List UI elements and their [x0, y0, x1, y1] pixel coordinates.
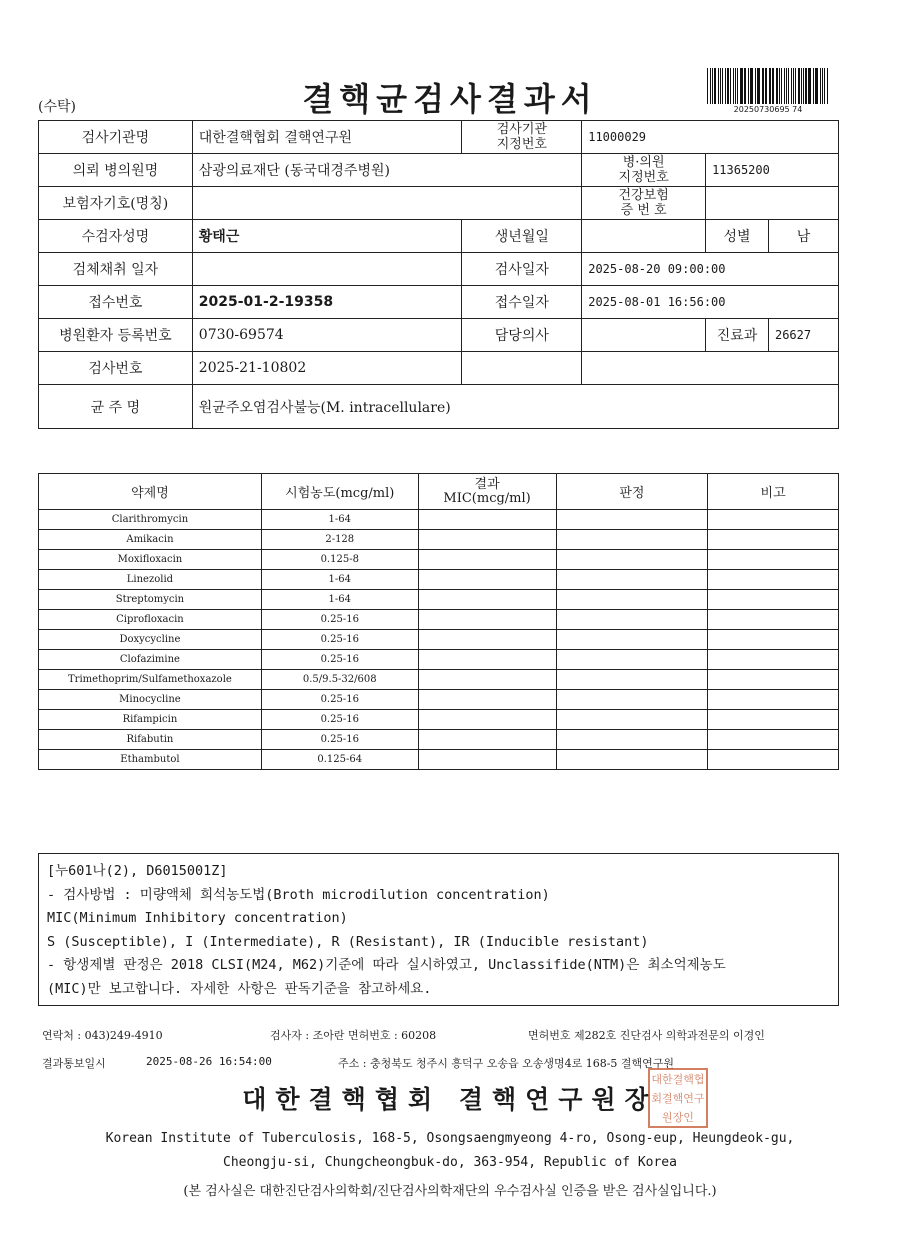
barcode-bar	[815, 68, 816, 104]
judgment	[556, 610, 708, 630]
note	[708, 570, 839, 590]
document-title: 결핵균검사결과서	[302, 80, 598, 118]
mic-result	[418, 730, 556, 750]
mic-result	[418, 570, 556, 590]
barcode-bar	[737, 68, 738, 104]
health-ins-label	[582, 187, 706, 220]
insurer-label: 보험자기호(명칭)	[39, 187, 193, 220]
barcode-bar	[751, 68, 752, 104]
empty-cell	[462, 352, 582, 385]
drug-table-header	[39, 474, 839, 510]
mic-result	[418, 690, 556, 710]
judgment	[556, 630, 708, 650]
english-address-line2: Cheongju-si, Chungcheongbuk-do, 363-954, Republic of Korea	[223, 1155, 677, 1170]
report-label: 결과통보일시	[42, 1057, 106, 1070]
dept-label: 진료과	[706, 319, 769, 352]
patient-label: 수검자성명	[39, 220, 193, 253]
inst-code-label-line1: 검사기관	[496, 122, 547, 137]
address: 주소 : 충청북도 청주시 흥덕구 오송읍 오송생명4로 168-5 결핵연구원	[338, 1057, 675, 1070]
sex-value: 남	[768, 220, 838, 253]
drug-table	[38, 473, 839, 770]
doctor-value	[582, 319, 706, 352]
mic-result	[418, 590, 556, 610]
note	[708, 710, 839, 730]
drug-name: Trimethoprim/Sulfamethoxazole	[39, 670, 262, 690]
barcode-bar	[772, 68, 773, 104]
sex-label: 성별	[706, 220, 769, 253]
info-row	[39, 286, 839, 319]
barcode-bar	[808, 68, 809, 104]
contact: 연락처 : 043)249-4910	[42, 1029, 163, 1042]
health-ins-label-line2: 증 번 호	[620, 203, 667, 218]
test-concentration: 0.25-16	[261, 730, 418, 750]
judgment	[556, 650, 708, 670]
institution-label: 검사기관명	[39, 121, 193, 154]
inst-code-label	[462, 121, 582, 154]
mic-result	[418, 630, 556, 650]
drug-row	[39, 510, 839, 530]
drug-row	[39, 750, 839, 770]
barcode-bar	[741, 68, 742, 104]
drug-name: Rifabutin	[39, 730, 262, 750]
result-header	[418, 474, 556, 510]
barcode-bar	[820, 68, 821, 104]
barcode-bar	[766, 68, 767, 104]
reg-no-label: 병원환자 등록번호	[39, 319, 193, 352]
test-concentration: 1-64	[261, 590, 418, 610]
drug-row	[39, 550, 839, 570]
mic-result	[418, 750, 556, 770]
barcode-bar	[730, 68, 731, 104]
hosp-code-label	[582, 154, 706, 187]
receipt-no-value: 2025-01-2-19358	[192, 286, 462, 319]
barcode-bar	[773, 68, 774, 104]
barcode-bar	[733, 68, 734, 104]
barcode-number: 20250730695 74	[733, 105, 803, 114]
examiner: 검사자 : 조아란 면허번호 : 60208	[270, 1029, 437, 1042]
drug-row	[39, 590, 839, 610]
info-row	[39, 121, 839, 154]
patient-value: 황태근	[192, 220, 462, 253]
barcode-bar	[805, 68, 806, 104]
drug-header: 약제명	[39, 474, 262, 510]
result-header-line2: MIC(mcg/ml)	[443, 490, 531, 506]
barcode-bar	[714, 68, 716, 104]
drug-row	[39, 630, 839, 650]
empty-cell	[582, 352, 839, 385]
health-ins-label-line1: 건강보험	[618, 188, 669, 203]
drug-name: Amikacin	[39, 530, 262, 550]
judgment-header: 판정	[556, 474, 708, 510]
info-row	[39, 319, 839, 352]
note	[708, 590, 839, 610]
judgment	[556, 550, 708, 570]
species-value: 원균주오염검사불능(M. intracellulare)	[192, 385, 838, 429]
barcode-bar	[748, 68, 749, 104]
note	[708, 690, 839, 710]
test-concentration: 0.25-16	[261, 630, 418, 650]
barcode-bar	[765, 68, 766, 104]
judgment	[556, 590, 708, 610]
note	[708, 510, 839, 530]
inst-code-value: 11000029	[582, 121, 839, 154]
judgment	[556, 750, 708, 770]
drug-name: Streptomycin	[39, 590, 262, 610]
test-no-value: 2025-21-10802	[192, 352, 462, 385]
note-line: [누601나(2), D6015001Z]	[47, 863, 228, 879]
drug-name: Ciprofloxacin	[39, 610, 262, 630]
barcode-bar	[816, 68, 818, 104]
note	[708, 750, 839, 770]
test-concentration: 1-64	[261, 510, 418, 530]
hosp-code-value: 11365200	[706, 154, 839, 187]
barcode-bar	[776, 68, 778, 104]
inst-code-label-line2: 지정번호	[496, 137, 547, 152]
note	[708, 630, 839, 650]
mic-result	[418, 710, 556, 730]
barcode-bar	[712, 68, 713, 104]
organization-name: 대한결핵협회 결핵연구원장	[242, 1085, 658, 1114]
barcode-bar	[757, 68, 758, 104]
barcode-bar	[824, 68, 825, 104]
note	[708, 730, 839, 750]
mic-result	[418, 550, 556, 570]
note-line: MIC(Minimum Inhibitory concentration)	[47, 910, 348, 926]
barcode-bar	[791, 68, 792, 104]
note	[708, 670, 839, 690]
barcode-bar	[762, 68, 763, 104]
barcode-bar	[740, 68, 741, 104]
drug-row	[39, 730, 839, 750]
info-row	[39, 352, 839, 385]
barcode-bar	[813, 68, 814, 104]
birth-label: 생년월일	[462, 220, 582, 253]
mic-result	[418, 610, 556, 630]
test-no-label: 검사번호	[39, 352, 193, 385]
barcode-bar	[720, 68, 721, 104]
hospital-value: 삼광의료재단 (동국대경주병원)	[192, 154, 581, 187]
test-concentration: 0.25-16	[261, 610, 418, 630]
test-concentration: 1-64	[261, 570, 418, 590]
judgment	[556, 690, 708, 710]
note-line: - 항생제별 판정은 2018 CLSI(M24, M62)기준에 따라 실시하였고, Unclassifide(NTM)은 최소억제농도	[47, 957, 726, 973]
official-seal: 대한결핵협회결핵연구원장인	[648, 1068, 708, 1128]
test-concentration: 0.125-8	[261, 550, 418, 570]
collect-label: 검체채취 일자	[39, 253, 193, 286]
doctor-label: 담당의사	[462, 319, 582, 352]
barcode	[707, 68, 829, 104]
barcode-bar	[822, 68, 823, 104]
drug-row	[39, 710, 839, 730]
drug-row	[39, 610, 839, 630]
judgment	[556, 670, 708, 690]
certification-note: (본 검사실은 대한진단검사의학회/진단검사의학재단의 우수검사실 인증을 받은 검사실입니다.)	[183, 1184, 717, 1199]
note	[708, 550, 839, 570]
barcode-bar	[795, 68, 796, 104]
barcode-bar	[798, 68, 800, 104]
note	[708, 530, 839, 550]
barcode-bar	[727, 68, 729, 104]
barcode-bar	[784, 68, 785, 104]
barcode-bar	[725, 68, 726, 104]
note	[708, 610, 839, 630]
mic-result	[418, 650, 556, 670]
judgment	[556, 570, 708, 590]
note-line: (MIC)만 보고합니다. 자세한 사항은 판독기준을 참고하세요.	[47, 980, 432, 997]
drug-row	[39, 670, 839, 690]
barcode-bar	[801, 68, 802, 104]
barcode-bar	[793, 68, 794, 104]
test-date-label: 검사일자	[462, 253, 582, 286]
drug-row	[39, 690, 839, 710]
drug-name: Doxycycline	[39, 630, 262, 650]
test-concentration: 0.5/9.5-32/608	[261, 670, 418, 690]
barcode-bar	[707, 68, 708, 104]
test-concentration: 2-128	[261, 530, 418, 550]
info-table	[38, 120, 839, 429]
drug-name: Rifampicin	[39, 710, 262, 730]
info-row	[39, 385, 839, 429]
birth-value	[582, 220, 706, 253]
barcode-bar	[809, 68, 810, 104]
health-ins-value	[706, 187, 839, 220]
hosp-code-label-line2: 지정번호	[618, 170, 669, 185]
hosp-code-label-line1: 병·의원	[622, 155, 665, 170]
barcode-bar	[758, 68, 760, 104]
report-value: 2025-08-26 16:54:00	[146, 1055, 272, 1068]
barcode-bar	[786, 68, 787, 104]
info-row	[39, 220, 839, 253]
english-address-line1: Korean Institute of Tuberculosis, 168-5, Osongsaengmyeong 4-ro, Osong-eup, Heungdeok-gu,	[105, 1131, 795, 1146]
barcode-bar	[722, 68, 723, 104]
drug-name: Minocycline	[39, 690, 262, 710]
mic-result	[418, 510, 556, 530]
barcode-bar	[755, 68, 756, 104]
insurer-value	[192, 187, 581, 220]
barcode-bar	[781, 68, 782, 104]
drug-name: Clofazimine	[39, 650, 262, 670]
note-line: S (Susceptible), I (Intermediate), R (Resistant), IR (Inducible resistant)	[47, 933, 649, 950]
header-tag: (수탁)	[38, 99, 76, 115]
test-concentration: 0.125-64	[261, 750, 418, 770]
mic-result	[418, 670, 556, 690]
test-concentration: 0.25-16	[261, 710, 418, 730]
receipt-date-value: 2025-08-01 16:56:00	[582, 286, 839, 319]
barcode-bar	[827, 68, 828, 104]
drug-name: Moxifloxacin	[39, 550, 262, 570]
info-row	[39, 253, 839, 286]
barcode-bar	[769, 68, 770, 104]
license: 면허번호 제282호 진단검사 의학과전문의 이경인	[528, 1029, 765, 1042]
drug-name: Clarithromycin	[39, 510, 262, 530]
drug-name: Ethambutol	[39, 750, 262, 770]
species-label: 균 주 명	[39, 385, 193, 429]
collect-value	[192, 253, 462, 286]
dept-value: 26627	[768, 319, 838, 352]
barcode-bar	[788, 68, 789, 104]
note-header: 비고	[708, 474, 839, 510]
drug-row	[39, 530, 839, 550]
barcode-bar	[803, 68, 804, 104]
barcode-bar	[710, 68, 711, 104]
hospital-label: 의뢰 병의원명	[39, 154, 193, 187]
receipt-date-label: 접수일자	[462, 286, 582, 319]
drug-row	[39, 650, 839, 670]
note	[708, 650, 839, 670]
judgment	[556, 510, 708, 530]
notes-box	[38, 853, 839, 1006]
conc-header: 시험농도(mcg/ml)	[261, 474, 418, 510]
barcode-bar	[750, 68, 751, 104]
reg-no-value: 0730-69574	[192, 319, 462, 352]
receipt-no-label: 접수번호	[39, 286, 193, 319]
drug-row	[39, 570, 839, 590]
result-header-line1: 결과	[474, 476, 500, 492]
barcode-bar	[735, 68, 736, 104]
note-line: - 검사방법 : 미량액체 희석농도법(Broth microdilution concentration)	[47, 886, 550, 903]
drug-name: Linezolid	[39, 570, 262, 590]
test-date-value: 2025-08-20 09:00:00	[582, 253, 839, 286]
barcode-bar	[744, 68, 746, 104]
info-row	[39, 154, 839, 187]
info-row	[39, 187, 839, 220]
judgment	[556, 530, 708, 550]
test-concentration: 0.25-16	[261, 650, 418, 670]
mic-result	[418, 530, 556, 550]
judgment	[556, 710, 708, 730]
barcode-bar	[718, 68, 719, 104]
judgment	[556, 730, 708, 750]
barcode-bar	[779, 68, 780, 104]
institution-value: 대한결핵협회 결핵연구원	[192, 121, 462, 154]
test-concentration: 0.25-16	[261, 690, 418, 710]
